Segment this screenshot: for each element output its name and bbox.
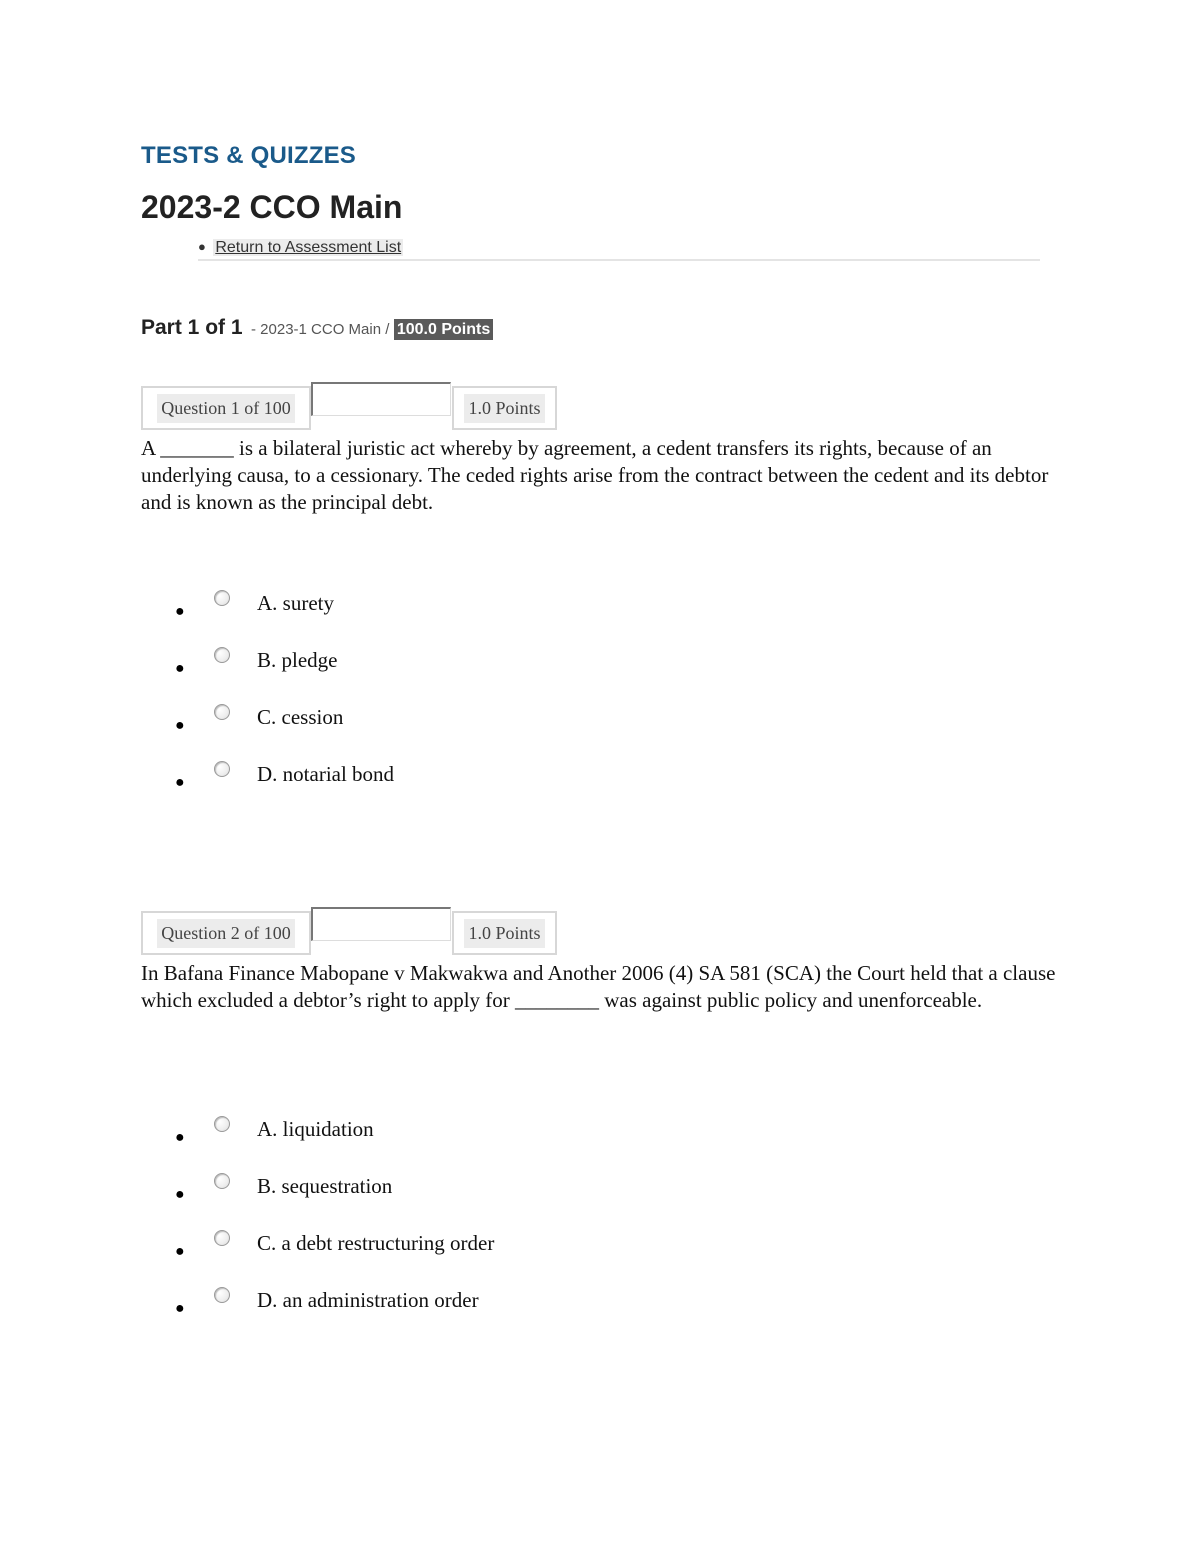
radio-button[interactable] [214, 1287, 230, 1303]
radio-button[interactable] [214, 590, 230, 606]
part-header [141, 316, 493, 340]
question-flag-input[interactable] [311, 907, 451, 941]
list-bullet: ● [175, 1186, 185, 1203]
question-points-box [452, 911, 557, 955]
answer-option[interactable] [0, 647, 600, 704]
radio-button[interactable] [214, 1116, 230, 1132]
answer-options [0, 1116, 600, 1344]
question-points: 1.0 Points [464, 919, 544, 948]
option-label: D. an administration order [257, 1288, 479, 1312]
list-bullet: ● [175, 717, 185, 734]
radio-button[interactable] [214, 1173, 230, 1189]
answer-option[interactable] [0, 761, 600, 818]
option-label: A. surety [257, 591, 334, 615]
section-title: TESTS & QUIZZES [141, 142, 357, 169]
return-to-assessment-list-link[interactable]: Return to Assessment List [215, 239, 402, 256]
answer-option[interactable] [0, 704, 600, 761]
question-number-box [141, 386, 311, 430]
radio-button[interactable] [214, 761, 230, 777]
question-text: A _______ is a bilateral juristic act whereby by agreement, a cedent transfers its rights, because of an underlying causa, to a cessionary. The ceded rights arise from the contract between the cedent and its debtor and is known as the principal debt. [141, 436, 1049, 514]
answer-option[interactable] [0, 590, 600, 647]
option-label: B. sequestration [257, 1174, 393, 1198]
option-label: A. liquidation [257, 1117, 374, 1141]
answer-options [0, 590, 600, 818]
radio-button[interactable] [214, 647, 230, 663]
question-text: In Bafana Finance Mabopane v Makwakwa and Another 2006 (4) SA 581 (SCA) the Court held that a clause which excluded a debtor’s right to apply for ________ was against public policy and unenforceable. [141, 961, 1056, 1012]
question-number: Question 1 of 100 [157, 394, 295, 423]
question-number-box [141, 911, 311, 955]
list-bullet: ● [175, 774, 185, 791]
page-title: 2023-2 CCO Main [141, 189, 403, 225]
option-label: D. notarial bond [257, 762, 395, 786]
part-label: Part 1 of 1 [141, 316, 243, 339]
question-points: 1.0 Points [464, 394, 544, 423]
list-bullet: ● [175, 1129, 185, 1146]
answer-option[interactable] [0, 1173, 600, 1230]
answer-option[interactable] [0, 1287, 600, 1344]
question-flag-input[interactable] [311, 382, 451, 416]
answer-option[interactable] [0, 1230, 600, 1287]
list-bullet: ● [175, 1300, 185, 1317]
radio-button[interactable] [214, 1230, 230, 1246]
radio-button[interactable] [214, 704, 230, 720]
part-points-badge: 100.0 Points [394, 319, 493, 340]
answer-option[interactable] [0, 1116, 600, 1173]
list-bullet: ● [175, 603, 185, 620]
part-subtitle: - 2023-1 CCO Main / [251, 321, 390, 338]
option-label: C. cession [257, 705, 344, 729]
option-label: B. pledge [257, 648, 338, 672]
option-label: C. a debt restructuring order [257, 1231, 495, 1255]
nav-bullet: ● [198, 239, 206, 254]
question-number: Question 2 of 100 [157, 919, 295, 948]
list-bullet: ● [175, 660, 185, 677]
nav-bar [198, 239, 1040, 261]
list-bullet: ● [175, 1243, 185, 1260]
question-points-box [452, 386, 557, 430]
